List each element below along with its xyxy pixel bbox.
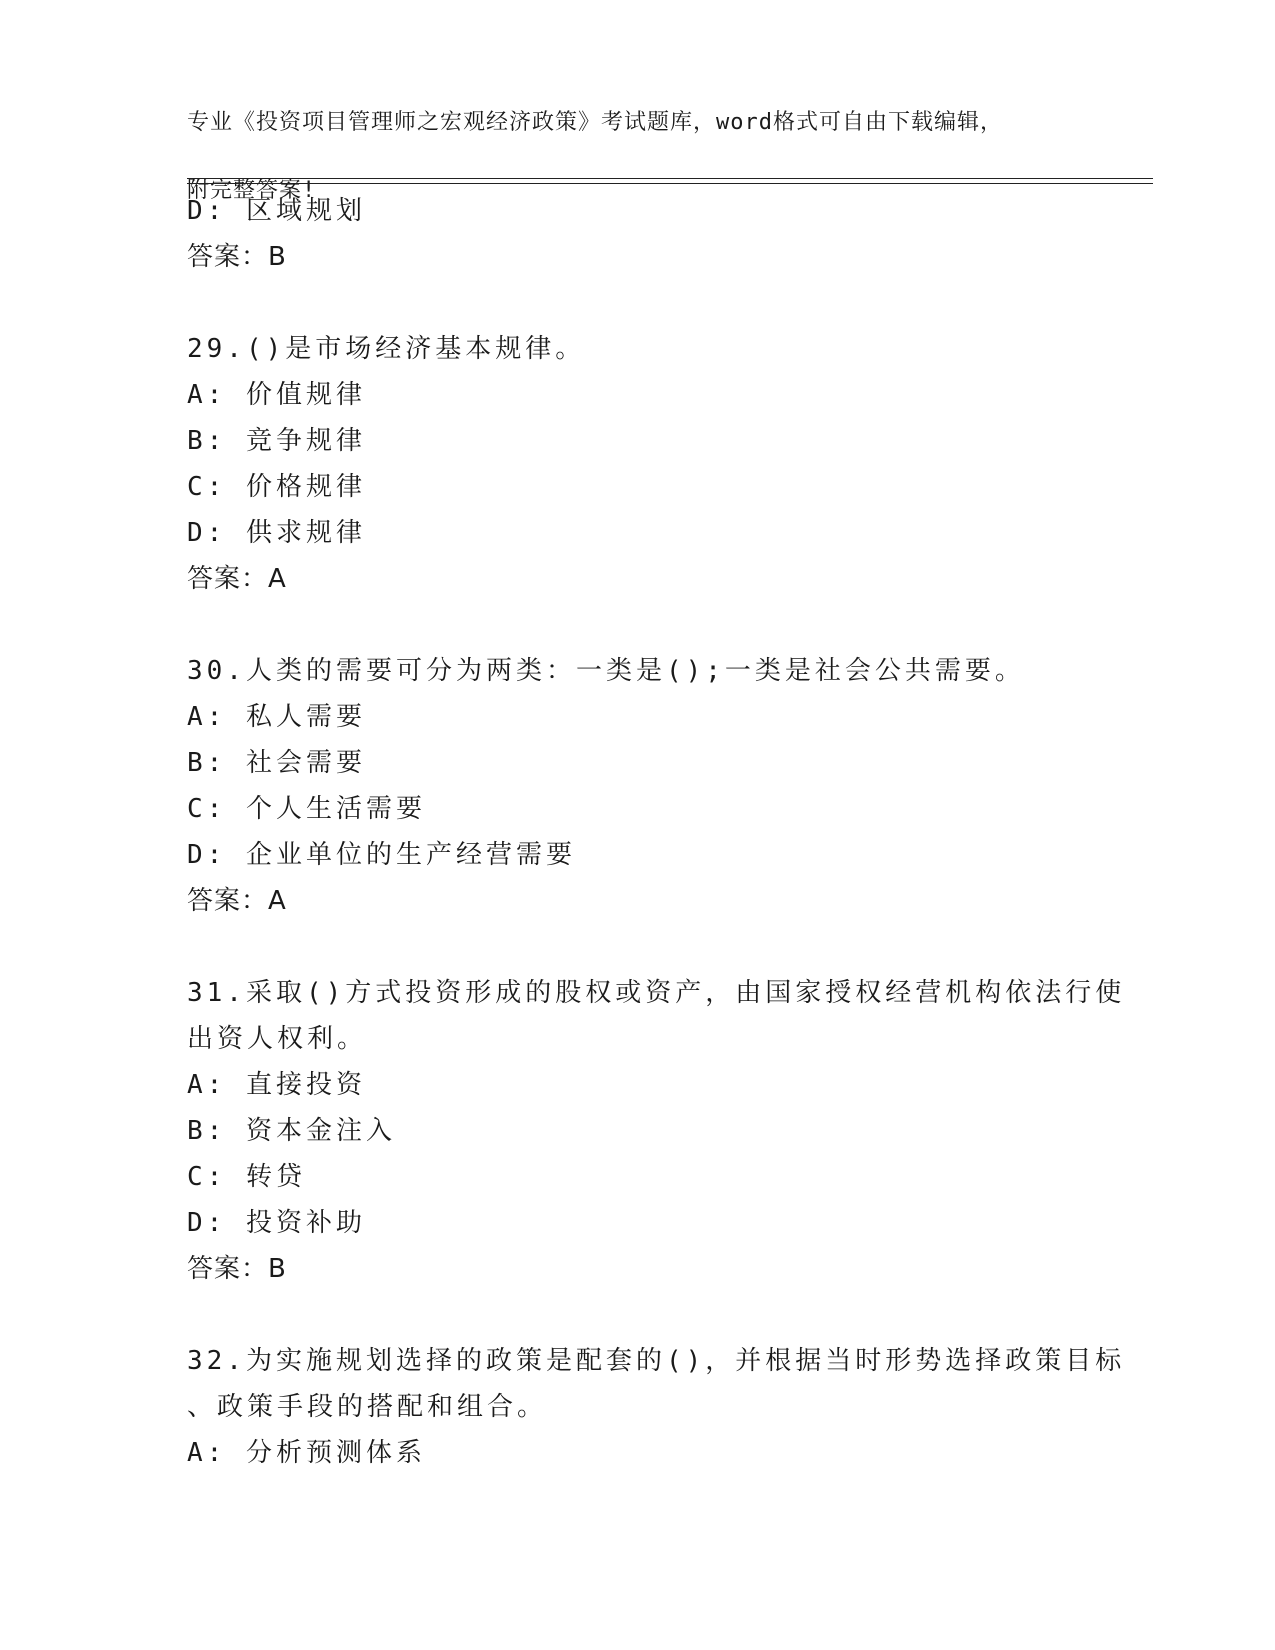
question-list — [187, 188, 1126, 1476]
q30-option-a: A: 私人需要 — [187, 702, 366, 732]
q29-answer: 答案：A — [187, 564, 287, 594]
q29-option-b: B: 竞争规律 — [187, 426, 366, 456]
q28-option-d: D: 区域规划 — [187, 196, 366, 226]
q32-option-a: A: 分析预测体系 — [187, 1438, 426, 1468]
q30-answer: 答案：A — [187, 886, 287, 916]
spacer — [187, 602, 1087, 648]
q28-answer: 答案：B — [187, 242, 287, 272]
spacer — [187, 924, 1087, 970]
header-line-2: 附完整答案! — [187, 178, 317, 203]
q31-answer: 答案：B — [187, 1254, 287, 1284]
header-rule-bottom — [187, 183, 1153, 184]
spacer — [187, 1292, 1087, 1338]
q31-option-b: B: 资本金注入 — [187, 1116, 396, 1146]
q32-text-line-1: 32.为实施规划选择的政策是配套的()，并根据当时形势选择政策目标 — [187, 1346, 1126, 1376]
q29-option-c: C: 价格规律 — [187, 472, 366, 502]
q31-text-line-1: 31.采取()方式投资形成的股权或资产，由国家授权经营机构依法行使 — [187, 978, 1126, 1008]
q30-text: 30.人类的需要可分为两类：一类是();一类是社会公共需要。 — [187, 656, 1025, 686]
q29-option-a: A: 价值规律 — [187, 380, 366, 410]
q31-text-line-2: 出资人权利。 — [187, 1024, 368, 1054]
q30-option-b: B: 社会需要 — [187, 748, 366, 778]
q31-option-a: A: 直接投资 — [187, 1070, 366, 1100]
spacer — [187, 280, 1087, 326]
q32-text-line-2: 、政策手段的搭配和组合。 — [187, 1392, 548, 1422]
q31-option-c: C: 转贷 — [187, 1162, 306, 1192]
q29-text: 29.()是市场经济基本规律。 — [187, 334, 586, 364]
q30-option-d: D: 企业单位的生产经营需要 — [187, 840, 576, 870]
q31-option-d: D: 投资补助 — [187, 1208, 366, 1238]
header-rule-top — [187, 178, 1153, 179]
header-line-1: 专业《投资项目管理师之宏观经济政策》考试题库，word格式可自由下载编辑， — [187, 110, 1003, 135]
q30-option-c: C: 个人生活需要 — [187, 794, 426, 824]
q29-option-d: D: 供求规律 — [187, 518, 366, 548]
